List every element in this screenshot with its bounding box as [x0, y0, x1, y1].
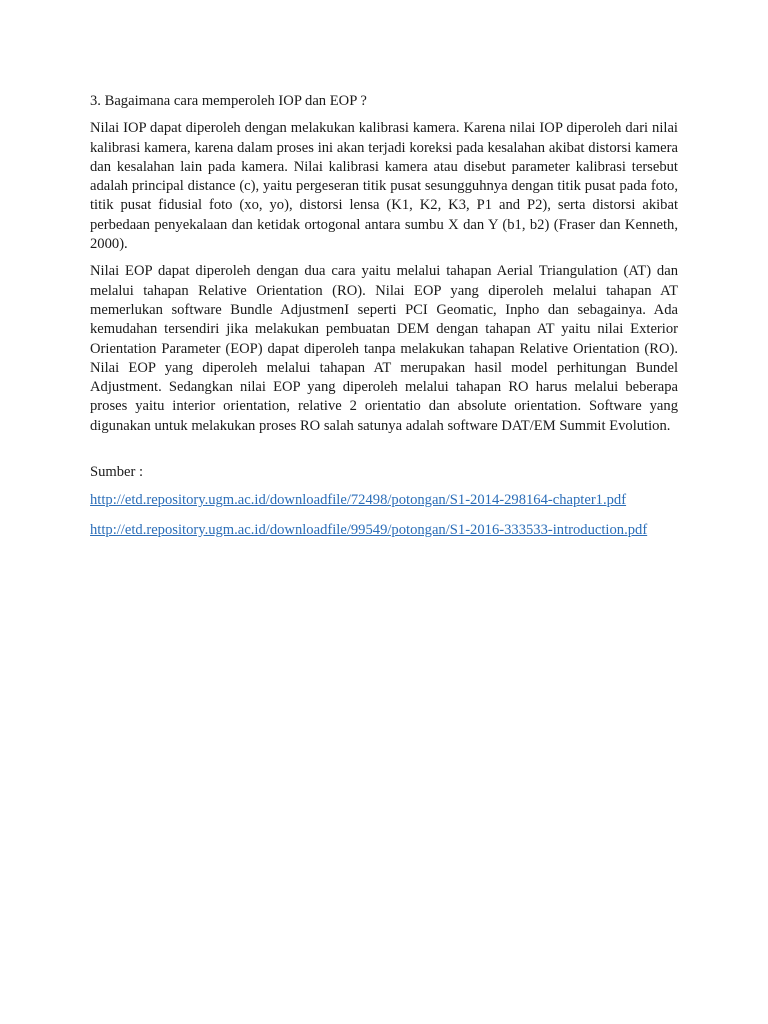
sources-label: Sumber :: [90, 464, 144, 481]
paragraph-eop: Nilai EOP dapat diperoleh dengan dua cara yaitu melalui tahapan Aerial Triangulation (AT) dan melalui tahapan Relative Orientation (RO). Nilai EOP yang diperoleh melalui tahapan AT memerlukan software Bundle AdjustmenI seperti PCI Geomatic, Inpho dan sebagainya. Ada kemudahan tersendiri jika melakukan pembuatan DEM dengan tahapan AT yaitu nilai Exterior Orientation Parameter (EOP) dapat diperoleh tanpa melakukan tahapan Relative Orientation (RO). Nilai EOP yang diperoleh melalui tahapan AT merupakan hasil model perhitungan Bundel Adjustment. Sedangkan nilai EOP yang diperoleh melalui tahapan RO harus melalui beberapa proses yaitu interior orientation, relative 2 orientatio dan absolute orientation. Software yang digunakan untuk melakukan proses RO salah satunya adalah software DAT/EM Summit Evolution.: [90, 263, 678, 434]
blank-line: [90, 444, 678, 463]
source-link-1[interactable]: http://etd.repository.ugm.ac.id/downloadfile/72498/potongan/S1-2014-298164-chapter1.pdf: [90, 492, 627, 509]
paragraph-iop: Nilai IOP dapat diperoleh dengan melakukan kalibrasi kamera. Karena nilai IOP diperoleh dari nilai kalibrasi kamera, karena dalam proses ini akan terjadi koreksi pada kesalahan akibat distorsi kamera dan kesalahan lain pada kamera. Nilai kalibrasi kamera atau disebut parameter kalibrasi tersebut adalah principal distance (c), yaitu pergeseran titik pusat sesungguhnya dengan titik pusat pada foto, titik pusat fidusial foto (xo, yo), distorsi lensa (K1, K2, K3, P1 and P2), serta distorsi akibat perbedaan penyekalaan dan ketidak ortogonal antara sumbu X dan Y (b1, b2) (Fraser dan Kenneth, 2000).: [90, 120, 678, 253]
question-heading: 3. Bagaimana cara memperoleh IOP dan EOP ?: [90, 93, 367, 109]
source-link-2[interactable]: http://etd.repository.ugm.ac.id/downloadfile/99549/potongan/S1-2016-333533-introduction.pdf: [90, 521, 648, 538]
document-page: [90, 92, 678, 550]
